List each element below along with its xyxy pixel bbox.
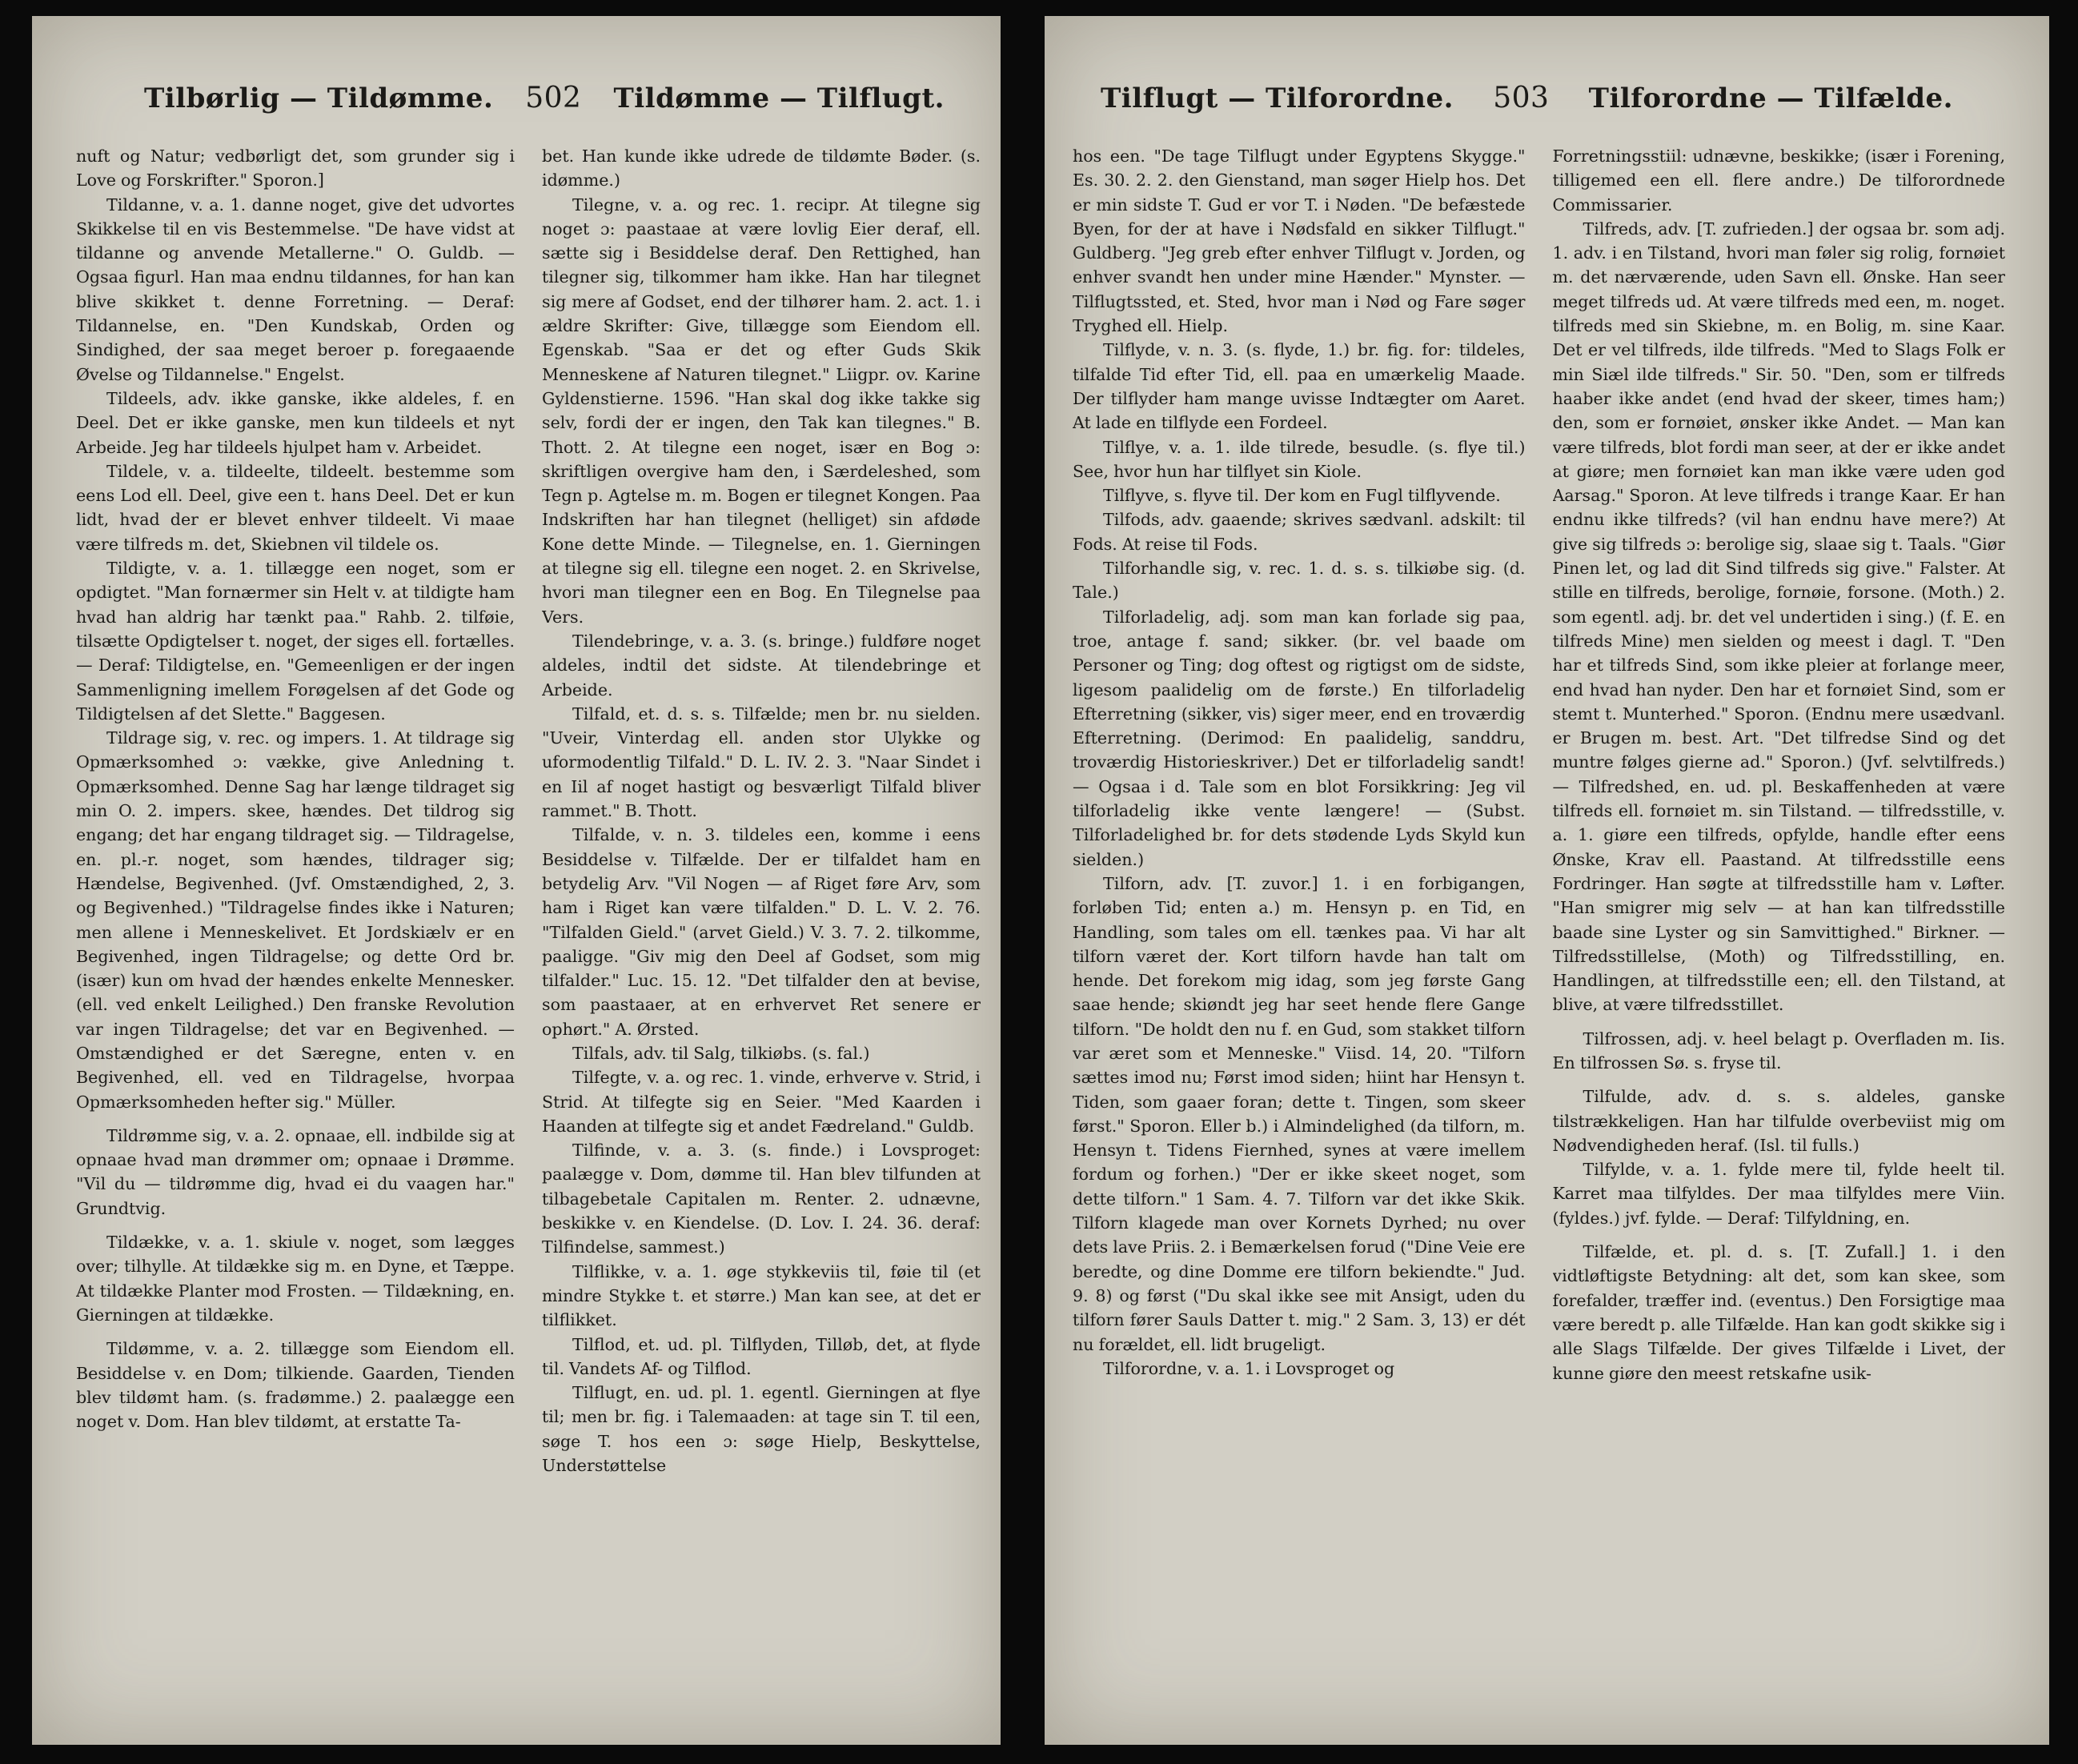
dictionary-entry: Tilfald, et. d. s. s. Tilfælde; men br. nu sielden. "Uveir, Vinterdag ell. anden stor Ulykke og uformodentlig Tilfald." D. L. IV. 2. 3. "Naar Sindet i en Iil af noget hastigt og besværligt Tilfald bliver rammet." B. Thott. [542,704,981,821]
dictionary-entry: Tildømme, v. a. 2. tillægge som Eiendom ell. Besiddelse v. en Dom; tilkiende. Gaarden, Tienden blev tildømt ham. (s. fradømme.) 2. paalægge een noget v. Dom. Han blev tildømt, at erstatte Ta- [76,1339,515,1432]
dictionary-entry: Tilendebringe, v. a. 3. (s. bringe.) fuldføre noget aldeles, indtil det sidste. At tilendebringe et Arbeide. [542,631,981,700]
right-page [1045,16,2049,1745]
text-column [76,144,515,1705]
dictionary-entry: Tilflyde, v. n. 3. (s. flyde, 1.) br. fig. for: tildeles, tilfalde Tid efter Tid, ell. paa en umærkelig Maade. Der tilflyder ham mange uvisse Indtægter om Aaret. At lade en tilflyde een Fordeel. [1073,340,1526,433]
dictionary-entry: Tildele, v. a. tildeelte, tildeelt. bestemme som eens Lod ell. Deel, give een t. hans Deel. Det er kun lidt, hvad der er blevet enhver tildeelt. Vi maae være tilfreds m. det, Skiebnen vil tildele os. [76,461,515,554]
dictionary-entry: hos een. "De tage Tilflugt under Egyptens Skygge." Es. 30. 2. 2. den Gienstand, man søger Hielp hos. Det er min sidste T. Gud er vor T. i Nøden. "De befæstede Byen, for der at have i Nødsfald en sikker Tilflugt." Guldberg. "Jeg greb efter enhver Tilflugt v. Jorden, og enhver svandt hen under mine Hænder." Mynster. — Tilflugtssted, et. Sted, hvor man i Nød og Fare søger Tryghed ell. Hielp. [1073,146,1526,336]
dictionary-entry: nuft og Natur; vedbørligt det, som grunder sig i Love og Forskrifter." Sporon.] [76,146,515,190]
dictionary-entry: Tildrømme sig, v. a. 2. opnaae, ell. indbilde sig at opnaae hvad man drømmer om; opnaae i Drømme. "Vil du — tildrømme dig, hvad ei du vaagen har." Grundtvig. [76,1125,515,1218]
dictionary-entry: Tilflugt, en. ud. pl. 1. egentl. Gierningen at flye til; men br. fig. i Talemaaden: at tage sin T. til een, søge T. hos een ɔ: søge Hielp, Beskyttelse, Understøttelse [542,1383,981,1476]
dictionary-entry: Tilflikke, v. a. 1. øge stykkeviis til, føie til (et mindre Stykke t. et større.) Man kan see, at det er tilflikket. [542,1261,981,1330]
dictionary-entry: Tilflyve, s. flyve til. Der kom en Fugl tilflyvende. [1103,486,1501,506]
dictionary-entry: Tildanne, v. a. 1. danne noget, give det udvortes Skikkelse til en vis Bestemmelse. "De have vidst at tildanne og anvende Metallerne." O. Guldb. — Ogsaa figurl. Han maa endnu tildannes, for han kan blive skikket t. denne Forretning. — Deraf: Tildannelse, en. "Den Kundskab, Orden og Sindighed, der saa meget beroer p. foregaaende Øvelse og Tildannelse." Engelst. [76,194,515,384]
dictionary-entry: Tilfylde, v. a. 1. fylde mere til, fylde heelt til. Karret maa tilfyldes. Der maa tilfyldes mere Viin. (fyldes.) jvf. fylde. — Deraf: Tilfyldning, en. [1552,1160,2005,1228]
dictionary-entry: Tilfinde, v. a. 3. (s. finde.) i Lovsproget: paalægge v. Dom, dømme til. Han blev tilfunden at tilbagebetale Capitalen m. Renter. 2. udnævne, beskikke v. en Kiendelse. (D. Lov. I. 24. 36. deraf: Tilfindelse, sammest.) [542,1141,981,1257]
dictionary-entry: Tilfrossen, adj. v. heel belagt p. Overfladen m. Iis. En tilfrossen Sø. s. fryse til. [1552,1028,2005,1072]
dictionary-entry: Tilforhandle sig, v. rec. 1. d. s. s. tilkiøbe sig. (d. Tale.) [1073,559,1526,603]
dictionary-entry: Tilforordne, v. a. 1. i Lovsproget og [1103,1358,1395,1378]
dictionary-entry: Tilforladelig, adj. som man kan forlade sig paa, troe, antage f. sand; sikker. (br. vel baade om Personer og Ting; dog oftest og rigtigst om de sidste, ligesom paalidelig om de første.) En tilforladelig Efterretning (sikker, vis) siger meer, end en troværdig Efterretning. (Derimod: En paalidelig, sanddru, troværdig Historieskriver.) Det er tilforladelig sandt! — Ogsaa i d. Tale som en blot Forsikkring: Jeg vil tilforladelig ikke vente længere! — (Subst. Tilforladelighed br. for dets stødende Lyds Skyld kun sielden.) [1073,607,1526,869]
dictionary-entry: Tilfreds, adv. [T. zufrieden.] der ogsaa br. som adj. 1. adv. i en Tilstand, hvori man føler sig rolig, fornøiet m. det nærværende, uden Savn ell. Ønske. Han seer meget tilfreds ud. At være tilfreds med een, m. noget. tilfreds med sin Skiebne, m. en Bolig, m. sine Kaar. Det er vel tilfreds, ilde tilfreds. "Med to Slags Folk er min Siæl ilde tilfreds." Sir. 50. "Den, som er tilfreds haaber ikke andet (end hvad der skeer, times ham;) den, som er fornøiet, ønsker ikke Andet. — Man kan være tilfreds, blot fordi man seer, at der er ikke andet at giøre; men fornøiet kan man ikke være uden god Aarsag." Sporon. At leve tilfreds i trange Kaar. Er han endnu ikke tilfreds? (vil han endnu have mere?) At give sig tilfreds ɔ: berolige sig, slaae sig t. Taals. "Giør Pinen let, og lad dit Sind tilfreds sig give." Falster. At stille en tilfreds, berolige, fornøie, forsone. (Moth.) 2. som egentl. adj. br. det vel undertiden i sing.) (f. E. en tilfreds Mine) men sielden og meest i dagl. T. "Den har et tilfreds Sind, som ikke pleier at forlange meer, end hvad han nyder. Den har et fornøiet Sind, som er stemt t. Munterhed." Sporon. (Endnu mere usædvanl. er Brugen m. best. Art. "Det tilfredse Sind og det muntre følges gierne ad." Sporon.) (Jvf. selvtilfreds.) — Tilfredshed, en. ud. pl. Beskaffenheden at være tilfreds ell. fornøiet m. sin Tilstand. — tilfredsstille, v. a. 1. giøre een tilfreds, opfylde, handle efter eens Ønske, Krav ell. Paastand. At tilfredsstille eens Fordringer. Han søgte at tilfredsstille ham v. Løfter. "Han smigrer mig selv — at han kan tilfredsstille baade sine Lyster og sin Samvittighed." Birkner. — Tilfredsstillelse, (Moth) og Tilfredsstilling, en. Handlingen, at tilfredsstille een; ell. den Tilstand, at blive, at være tilfredsstillet. [1552,218,2005,1015]
text-columns [1073,144,2005,1705]
dictionary-entry: Tildeels, adv. ikke ganske, ikke aldeles, f. en Deel. Det er ikke ganske, men kun tildeels et nyt Arbeide. Jeg har tildeels hjulpet ham v. Arbeidet. [76,388,515,457]
dictionary-entry: Tilfalde, v. n. 3. tildeles een, komme i eens Besiddelse v. Tilfælde. Der er tilfaldet ham en betydelig Arv. "Vil Nogen — af Riget føre Arv, som ham i Riget kan være tilfalden." D. L. V. 2. 76. "Tilfalden Gield." (arvet Gield.) V. 3. 7. 2. tilkomme, paaligge. "Giv mig den Deel af Godset, som mig tilfalder." Luc. 15. 12. "Det tilfalder den at bevise, som paastaaer, at en erhvervet Ret senere er ophørt." A. Ørsted. [542,825,981,1039]
dictionary-entry: Tilfælde, et. pl. d. s. [T. Zufall.] 1. i den vidtløftigste Betydning: alt det, som kan skee, som forefalder, træffer ind. (eventus.) Den Forsigtige maa være beredt p. alle Tilfælde. Han kan godt skikke sig i alle Slags Tilfælde. Der gives Tilfælde i Livet, der kunne giøre den meest retskafne usik- [1552,1242,2005,1383]
dictionary-entry: Tildække, v. a. 1. skiule v. noget, som lægges over; tilhylle. At tildække sig m. en Dyne, et Tæppe. At tildække Planter mod Frosten. — Tildækning, en. Gierningen at tildække. [76,1233,515,1325]
running-head [144,82,945,130]
text-columns [76,144,981,1705]
running-head [1101,82,1953,130]
dictionary-entry: Tilflye, v. a. 1. ilde tilrede, besudle. (s. flye til.) See, hvor hun har tilflyet sin Kiole. [1073,437,1526,481]
dictionary-entry: Tilforn, adv. [T. zuvor.] 1. i en forbigangen, forløben Tid; enten a.) m. Hensyn p. en Tid, en Handling, som tales om ell. tænkes paa. Vi har alt tilforn været der. Kort tilforn havde han talt om hende. Det forekom mig idag, som jeg første Gang saae hende; skiøndt jeg har seet hende flere Gange tilforn. "De holdt den nu f. en Gud, som stakket tilforn var æret som et Menneske." Viisd. 14, 20. "Tilforn sættes imod nu; Først imod siden; hiint har Hensyn t. Tiden, som gaaer foran; dette t. Tingen, som skeer først." Sporon. Eller b.) i Almindelighed (da tilforn, m. Hensyn t. Tidens Fiernhed, synes at være imellem fordum og forhen.) "Der er ikke skeet noget, som dette tilforn." 1 Sam. 4. 7. Tilforn var det ikke Skik. Tilforn klagede man over Kornets Dyrhed; nu over dets lave Priis. 2. i Bemærkelsen forud ("Dine Veie ere beredte, og dine Domme ere tilforn bekiendte." Jud. 9. 8) og først ("Du skal ikke see mit Ansigt, uden du tilforn fører Sauls Datter t. mig." 2 Sam. 3, 13) er dét nu forældet, ell. lidt brugeligt. [1073,873,1526,1354]
running-head-right: Tildømme — Tilflugt. [613,82,945,114]
page-number: 503 [1493,82,1550,114]
dictionary-entry: Tilegne, v. a. og rec. 1. recipr. At tilegne sig noget ɔ: paastaae at være lovlig Eier deraf, ell. sætte sig i Besiddelse deraf. Den Rettighed, han tilegner sig, tilkommer ham ikke. Han har tilegnet sig mere af Godset, end der tilhører ham. 2. act. 1. i ældre Skrifter: Give, tillægge som Eiendom ell. Egenskab. "Saa er det og efter Guds Skik Menneskene af Naturen tilegnet." Liigpr. ov. Karine Gyldenstierne. 1596. "Han skal dog ikke takke sig selv, fordi der er ingen, den Tak kan tilegnes." B. Thott. 2. At tilegne een noget, især en Bog ɔ: skriftligen overgive ham den, i Særdeleshed, som Tegn p. Agtelse m. m. Bogen er tilegnet Kongen. Paa Indskriften har han tilegnet (helliget) sin afdøde Kone dette Minde. — Tilegnelse, en. 1. Gierningen at tilegne sig ell. tilegne een noget. 2. en Skrivelse, hvori man tilegner een en Bog. En Tilegnelse paa Vers. [542,194,981,627]
dictionary-entry: Tilfods, adv. gaaende; skrives sædvanl. adskilt: til Fods. At reise til Fods. [1073,510,1526,554]
dictionary-entry: Tilfals, adv. til Salg, tilkiøbs. (s. fal.) [572,1043,870,1063]
dictionary-entry: Tilflod, et. ud. pl. Tilflyden, Tilløb, det, at flyde til. Vandets Af- og Tilflod. [542,1334,981,1378]
left-page [32,16,1001,1745]
running-head-left: Tilflugt — Tilforordne. [1101,82,1454,114]
page-number: 502 [525,82,582,114]
dictionary-entry: Tilfulde, adv. d. s. s. aldeles, ganske tilstrækkeligen. Han har tilfulde overbeviist mig om Nødvendigheden heraf. (Isl. til fulls.) [1552,1087,2005,1155]
text-column [542,144,981,1705]
dictionary-entry: Forretningsstiil: udnævne, beskikke; (især i Forening, tilligemed een ell. flere andre.) De tilforordnede Commissarier. [1552,146,2005,214]
dictionary-entry: bet. Han kunde ikke udrede de tildømte Bøder. (s. idømme.) [542,146,981,190]
dictionary-entry: Tildigte, v. a. 1. tillægge een noget, som er opdigtet. "Man fornærmer sin Helt v. at tildigte ham hvad han aldrig har tænkt paa." Rahb. 2. tilføie, tilsætte Opdigtelser t. noget, der siges ell. fortælles. — Deraf: Tildigtelse, en. "Gemeenligen er der ingen Sammenligning imellem Forøgelsen af det Gode og Tildigtelsen af det Slette." Baggesen. [76,559,515,724]
running-head-left: Tilbørlig — Tildømme. [144,82,494,114]
dictionary-entry: Tilfegte, v. a. og rec. 1. vinde, erhverve v. Strid, i Strid. At tilfegte sig en Seier. "Med Kaarden i Haanden at tilfegte sig et andet Fædreland." Guldb. [542,1068,981,1136]
running-head-right: Tilforordne — Tilfælde. [1588,82,1953,114]
dictionary-entry: Tildrage sig, v. rec. og impers. 1. At tildrage sig Opmærksomhed ɔ: vække, give Anledning t. Opmærksomhed. Denne Sag har længe tildraget sig min O. 2. impers. skee, hændes. Det tildrog sig engang; det har engang tildraget sig. — Tildragelse, en. pl.-r. noget, som hændes, tildrager sig; Hændelse, Begivenhed. (Jvf. Omstændighed, 2, 3. og Begivenhed.) "Tildragelse findes ikke i Naturen; men allene i Menneskelivet. Et Jordskiælv er en Begivenhed, ingen Tildragelse; og dette Ord br. (især) kun om hvad der hændes enkelte Mennesker. (ell. ved enkelt Leilighed.) Den franske Revolution var ingen Tildragelse; det var en Begivenhed. — Omstændighed er det Særegne, enten v. en Begivenhed, ell. ved en Tildragelse, hvorpaa Opmærksomheden hefter sig." Müller. [76,728,515,1112]
text-column [1073,144,1526,1705]
text-column [1553,144,2006,1705]
